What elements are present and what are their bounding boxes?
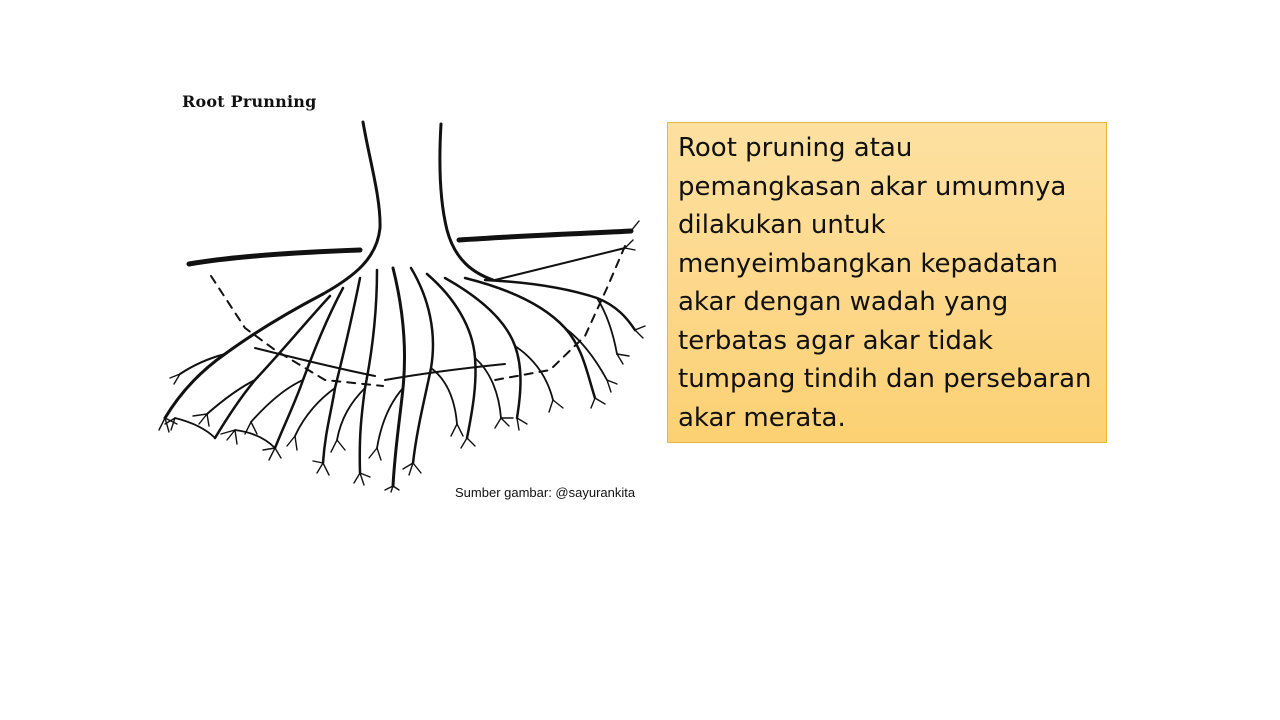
info-textbox <box>667 122 1107 443</box>
info-text: Root pruning atau pemangkasan akar umumnya dilakukan untuk menyeimbangkan kepadatan akar dengan wadah yang terbatas agar akar tidak tumpang tindih dan persebaran akar merata. <box>678 133 1092 433</box>
cut-line-left <box>189 250 360 264</box>
cut-line-right <box>459 231 631 240</box>
image-source-caption: Sumber gambar: @sayurankita <box>455 485 636 500</box>
root-main-1 <box>165 294 323 418</box>
trunk-right-edge <box>440 124 493 280</box>
root-pruning-illustration <box>155 118 655 493</box>
illustration-title: Root Prunning <box>182 92 317 111</box>
trunk-left-edge <box>323 122 380 294</box>
